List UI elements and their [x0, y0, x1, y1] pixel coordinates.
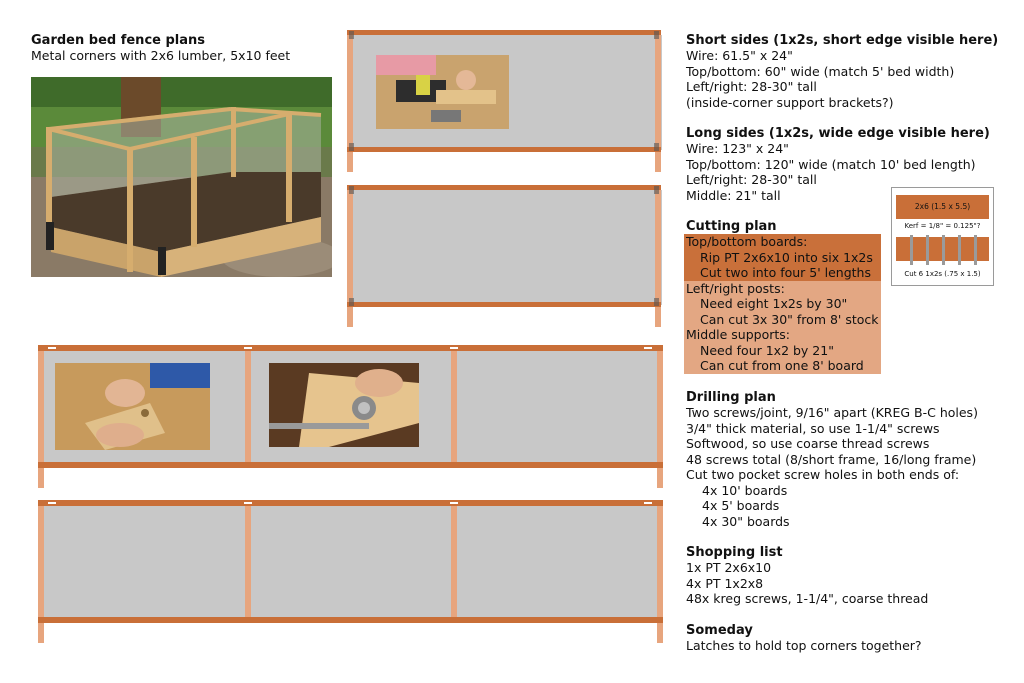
- bottom-board: [38, 617, 663, 623]
- wire-panel: [44, 505, 658, 620]
- drilling-line: Softwood, so use coarse thread screws: [686, 436, 930, 451]
- someday-list: [686, 638, 922, 654]
- long-sides-line: Left/right: 28-30" tall: [686, 172, 817, 187]
- cutting-plan-row: Need four 1x2 by 21": [700, 342, 834, 358]
- drilling-item: 4x 30" boards: [702, 513, 790, 529]
- short-sides-title: Short sides (1x2s, short edge visible here): [686, 33, 999, 48]
- drilling-item: 4x 5' boards: [702, 498, 780, 513]
- short-sides-line: Top/bottom: 60" wide (match 5' bed width): [686, 63, 955, 79]
- short-sides-details: [686, 48, 954, 110]
- cutting-plan-row: Left/right posts:: [686, 280, 785, 296]
- drilling-plan-details: [686, 405, 978, 529]
- long-sides-line: Middle: 21" tall: [686, 187, 781, 203]
- bottom-board: [38, 462, 663, 468]
- cutting-plan-list: [684, 234, 881, 374]
- shopping-list-title: Shopping list: [686, 545, 783, 560]
- kerf-label: Kerf = 1/8" = 0.125"?: [904, 222, 981, 230]
- shopping-item: 1x PT 2x6x10: [686, 560, 772, 575]
- top-board: [38, 345, 663, 351]
- pocket-hole-photo: [55, 363, 210, 450]
- ripped-strips: [896, 235, 989, 265]
- drilling-item: 4x 10' boards: [702, 482, 788, 498]
- short-sides-line: Left/right: 28-30" tall: [686, 79, 817, 94]
- garden-bed-photo: [31, 77, 332, 277]
- short-side-frame-bottom: [347, 185, 662, 327]
- drill-photo: [376, 55, 509, 129]
- middle-support: [245, 350, 251, 465]
- cutting-plan-row: Can cut 3x 30" from 8' stock: [700, 311, 879, 327]
- cutting-plan-row: Cut two into four 5' lengths: [700, 265, 871, 280]
- top-board: [347, 30, 661, 35]
- someday-item: Latches to hold top corners together?: [686, 638, 922, 653]
- someday-title: Someday: [686, 623, 753, 638]
- middle-support: [245, 505, 251, 620]
- long-sides-line: Wire: 123" x 24": [686, 141, 789, 156]
- cutting-plan-row: Top/bottom boards:: [686, 234, 808, 249]
- cutting-plan-title: Cutting plan: [686, 219, 777, 234]
- drilling-line: 48 screws total (8/short frame, 16/long frame): [686, 451, 977, 467]
- shopping-item: 48x kreg screws, 1-1/4", coarse thread: [686, 591, 929, 606]
- cutting-plan-row: Rip PT 2x6x10 into six 1x2s: [700, 249, 873, 265]
- middle-support: [451, 350, 457, 465]
- short-sides-line: (inside-corner support brackets?): [686, 94, 894, 110]
- shopping-item: 4x PT 1x2x8: [686, 575, 764, 591]
- long-sides-title: Long sides (1x2s, wide edge visible here): [686, 126, 990, 141]
- page-subtitle: Metal corners with 2x6 lumber, 5x10 feet: [31, 48, 291, 63]
- bottom-board: [347, 302, 661, 307]
- cutting-plan-row: Middle supports:: [686, 327, 790, 342]
- cutting-plan-row: Can cut from one 8' board: [700, 358, 864, 373]
- top-board: [38, 500, 663, 506]
- page-title: Garden bed fence plans: [31, 33, 206, 48]
- bottom-board: [347, 147, 661, 152]
- long-sides-line: Top/bottom: 120" wide (match 10' bed length): [686, 156, 976, 172]
- drilling-plan-title: Drilling plan: [686, 390, 776, 405]
- rip-diagram: [891, 187, 994, 286]
- long-side-frame-bottom: [38, 500, 663, 643]
- shopping-list: [686, 560, 928, 607]
- top-board: [347, 185, 661, 190]
- middle-support: [451, 505, 457, 620]
- drilling-line: Two screws/joint, 9/16" apart (KREG B-C holes): [686, 405, 978, 420]
- cut-label: Cut 6 1x2s (.75 x 1.5): [904, 270, 981, 278]
- short-sides-line: Wire: 61.5" x 24": [686, 48, 793, 63]
- drilling-line: Cut two pocket screw holes in both ends of:: [686, 467, 960, 482]
- wire-panel: [353, 190, 662, 305]
- clamp-photo: [269, 363, 419, 447]
- cutting-plan-row: Need eight 1x2s by 30": [700, 296, 848, 311]
- board-2x6: 2x6 (1.5 x 5.5): [896, 195, 989, 219]
- drilling-line: 3/4" thick material, so use 1-1/4" screws: [686, 420, 940, 436]
